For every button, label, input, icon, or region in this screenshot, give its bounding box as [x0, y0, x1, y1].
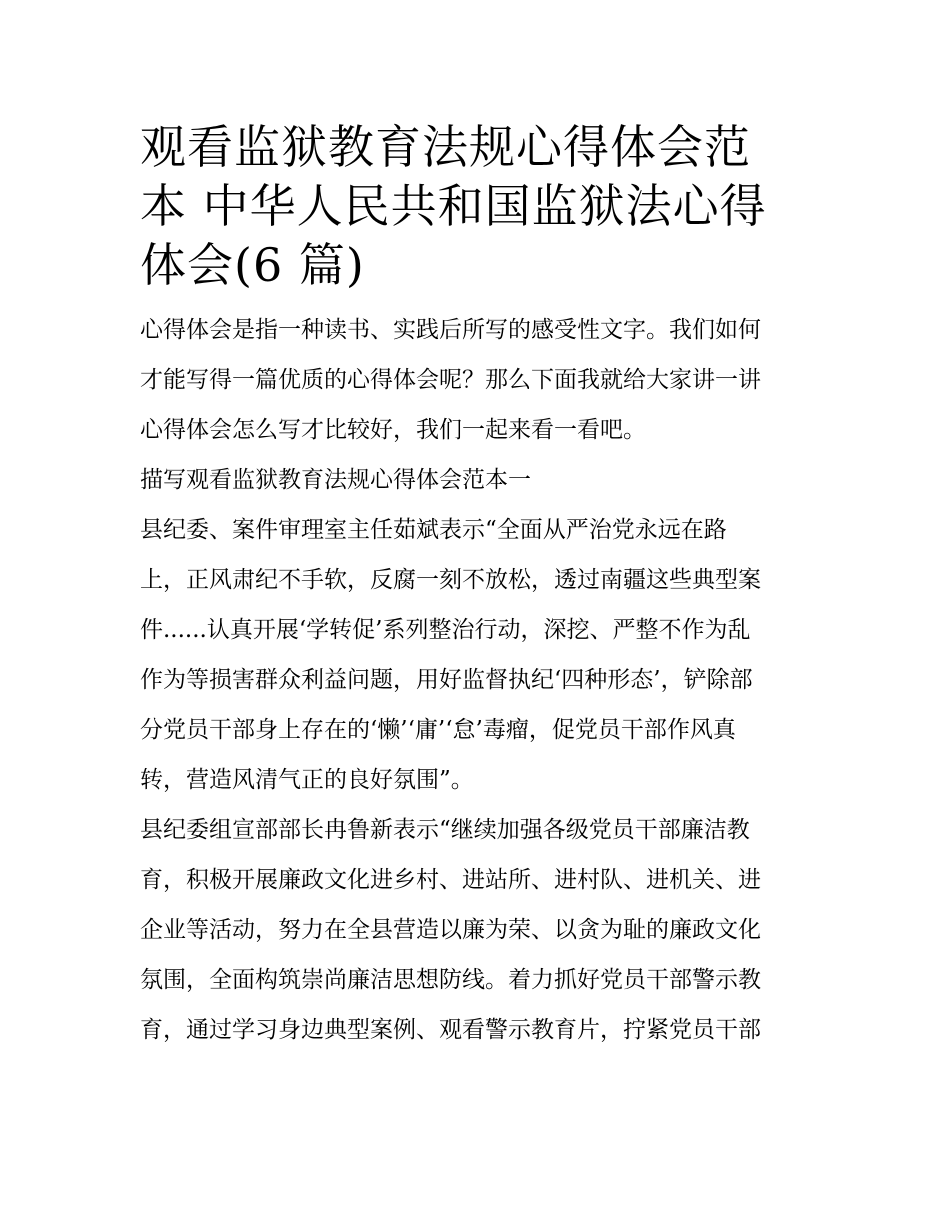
document-body [140, 118, 812, 1055]
text-line: 心得体会是指一种读书、实践后所写的感受性文字。我们如何 [140, 317, 761, 343]
text-line: 作为等损害群众利益问题，用好监督执纪‘四种形态’，铲除部 [140, 667, 753, 693]
text-line: 企业等活动，努力在全县营造以廉为荣、以贪为耻的廉政文化 [140, 917, 761, 943]
text-line: 育，积极开展廉政文化进乡村、进站所、进村队、进机关、进 [140, 867, 761, 893]
document-title [140, 118, 812, 295]
text-line: 件......认真开展‘学转促’系列整治行动，深挖、严整不作为乱 [140, 617, 751, 643]
text-line: 县纪委组宣部部长冉鲁新表示“继续加强各级党员干部廉洁教 [140, 817, 750, 843]
section-heading [140, 455, 812, 505]
text-line: 才能写得一篇优质的心得体会呢？那么下面我就给大家讲一讲 [140, 367, 761, 393]
title-line: 体会(6 篇) [140, 238, 365, 292]
text-line: 心得体会怎么写才比较好，我们一起来看一看吧。 [140, 417, 646, 443]
title-line: 观看监狱教育法规心得体会范 [140, 120, 751, 174]
text-line: 分党员干部身上存在的‘懒’‘庸’‘怠’毒瘤，促党员干部作风真 [140, 717, 736, 743]
title-line: 本 中华人民共和国监狱法心得 [140, 179, 767, 233]
text-line: 上，正风肃纪不手软，反腐一刻不放松，透过南疆这些典型案 [140, 567, 761, 593]
intro-paragraph [140, 305, 812, 455]
text-line: 转，营造风清气正的良好氛围”。 [140, 767, 474, 793]
text-line: 氛围，全面构筑崇尚廉洁思想防线。着力抓好党员干部警示教 [140, 967, 761, 993]
body-paragraph [140, 505, 812, 805]
body-paragraph [140, 805, 812, 1055]
text-line: 描写观看监狱教育法规心得体会范本一 [140, 467, 531, 493]
text-line: 县纪委、案件审理室主任茹斌表示“全面从严治党永远在路 [140, 517, 727, 543]
text-line: 育，通过学习身边典型案例、观看警示教育片，拧紧党员干部 [140, 1017, 761, 1043]
